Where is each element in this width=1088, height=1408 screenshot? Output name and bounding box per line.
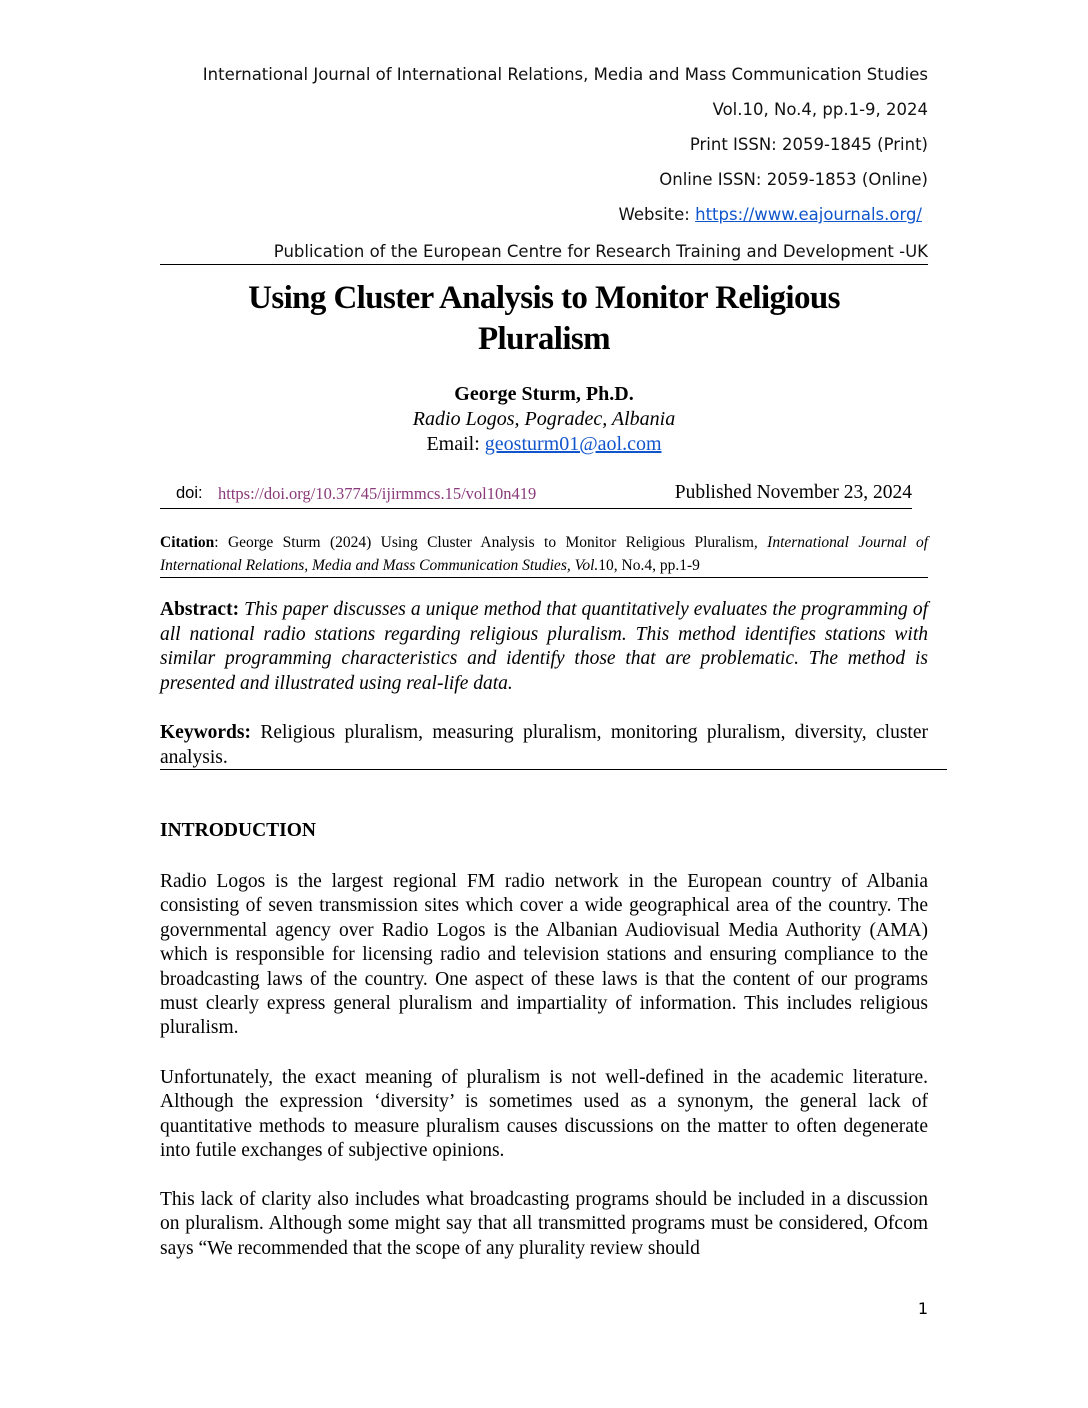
author-email-line [160, 433, 928, 456]
abstract [160, 598, 928, 697]
journal-name: International Journal of International Relations, Media and Mass Communication Studies [202, 65, 928, 84]
citation [160, 531, 928, 578]
citation-text: : George Sturm (2024) Using Cluster Analysis to Monitor Religious Pluralism [214, 534, 754, 551]
abstract-text: This paper discusses a unique method that quantitatively evaluates the programming of all national radio stations regarding religious pluralism. This method identifies stations with similar programming characteristics and identify those that are problematic. The method is presented and illustrated using real-life data. [160, 599, 928, 695]
email-label: Email: [426, 433, 485, 455]
keywords-label: Keywords: [160, 722, 251, 743]
keywords [160, 721, 928, 770]
published-date: Published November 23, 2024 [674, 482, 912, 503]
citation-tail: 10, No.4, pp.1-9 [598, 557, 700, 574]
author-affiliation: Radio Logos, Pogradec, Albania [412, 408, 676, 430]
citation-label: Citation [160, 534, 215, 551]
website-line [619, 205, 922, 224]
publisher-line [160, 242, 928, 265]
print-issn: Print ISSN: 2059-1845 (Print) [689, 135, 928, 154]
title-line-2: Pluralism [477, 321, 611, 357]
website-label: Website: [618, 205, 696, 224]
abstract-label: Abstract: [160, 599, 240, 620]
section-heading-introduction: INTRODUCTION [160, 820, 317, 841]
keywords-text: Religious pluralism, measuring pluralism, monitoring pluralism, diversity, cluster analysis. [160, 722, 929, 768]
online-issn: Online ISSN: 2059-1853 (Online) [659, 170, 928, 189]
doi-label: doi: [176, 484, 203, 502]
page-number: 1 [917, 1299, 928, 1318]
email-link[interactable]: geosturm01@aol.com [484, 433, 662, 455]
doi-row [160, 482, 912, 509]
title-line-1: Using Cluster Analysis to Monitor Religious [248, 280, 840, 316]
citation-journal: , International Journal of International Relations, Media and Mass Communication Studies, Vol. [160, 534, 929, 574]
author-name: George Sturm, Ph.D. [454, 383, 634, 405]
doi-link[interactable]: https://doi.org/10.37745/ijirmmcs.15/vol10n419 [218, 484, 537, 503]
volume-info: Vol.10, No.4, pp.1-9, 2024 [712, 100, 928, 119]
intro-paragraph-1: Radio Logos is the largest regional FM radio network in the European country of Albania consisting of seven transmission sites which cover a wide geographical area of the country. The governmental agency over Radio Logos is the Albanian Audiovisual Media Authority (AMA) which is responsible for licensing radio and television stations and ensuring compliance to the broadcasting laws of the country. One aspect of these laws is that the content of our programs must clearly express general pluralism and impartiality of information. This includes religious pluralism. [160, 871, 928, 1039]
paper-title [160, 278, 928, 360]
website-link[interactable]: https://www.eajournals.org/ [695, 205, 922, 224]
intro-paragraph-2: Unfortunately, the exact meaning of pluralism is not well-defined in the academic literature. Although the expression ‘diversity’ is sometimes used as a synonym, the general lack of quantitative methods to measure pluralism causes discussions on the matter to often degenerate into futile exchanges of subjective opinions. [160, 1067, 928, 1162]
publisher: Publication of the European Centre for Research Training and Development -UK [273, 242, 928, 261]
keywords-divider [160, 769, 947, 770]
intro-paragraph-3: This lack of clarity also includes what broadcasting programs should be included in a discussion on pluralism. Although some might say that all transmitted programs must be considered, Ofcom says “We recommended that the scope of any plurality review should [160, 1189, 928, 1259]
